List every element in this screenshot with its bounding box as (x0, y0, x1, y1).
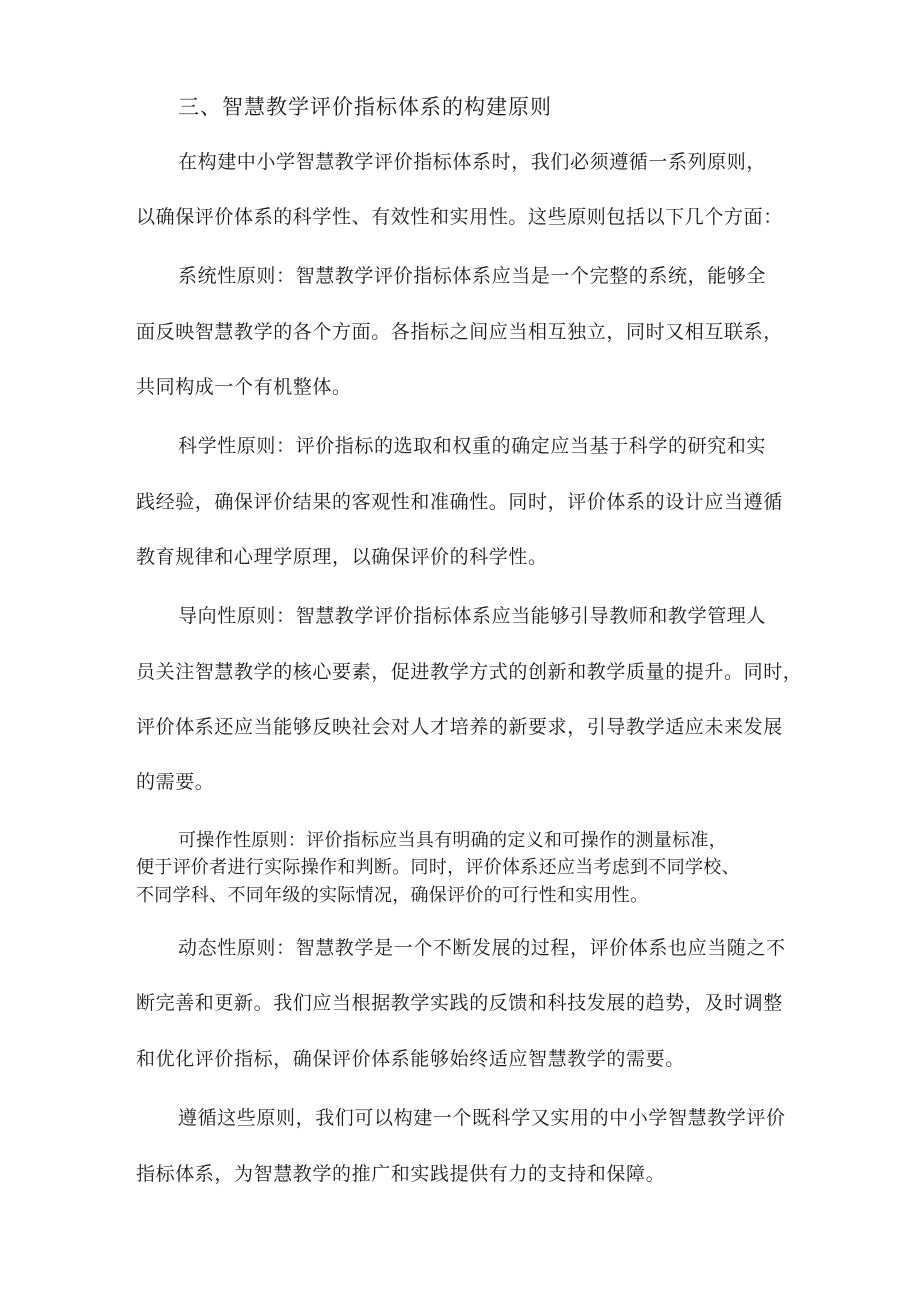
paragraph-line: 的需要。 (136, 771, 215, 793)
paragraph-line: 员关注智慧教学的核心要素，促进教学方式的创新和教学质量的提升。同时， (136, 661, 803, 683)
paragraph-line: 和优化评价指标，确保评价体系能够始终适应智慧教学的需要。 (136, 1048, 685, 1070)
paragraph-line: 科学性原则：评价指标的选取和权重的确定应当基于科学的研究和实 (178, 435, 767, 457)
paragraph-line: 面反映智慧教学的各个方面。各指标之间应当相互独立，同时又相互联系， (136, 321, 783, 343)
paragraph-line: 系统性原则：智慧教学评价指标体系应当是一个完整的系统，能够全 (178, 265, 767, 287)
paragraph-line: 便于评价者进行实际操作和判断。同时，评价体系还应当考虑到不同学校、 (136, 857, 740, 878)
paragraph-line: 不同学科、不同年级的实际情况，确保评价的可行性和实用性。 (136, 885, 649, 906)
section-heading: 三、智慧教学评价指标体系的构建原则 (178, 95, 552, 119)
paragraph-line: 共同构成一个有机整体。 (136, 376, 352, 398)
paragraph-line: 动态性原则：智慧教学是一个不断发展的过程，评价体系也应当随之不 (178, 937, 786, 959)
paragraph-line: 可操作性原则：评价指标应当具有明确的定义和可操作的测量标准， (178, 830, 727, 851)
paragraph-line: 指标体系，为智慧教学的推广和实践提供有力的支持和保障。 (136, 1163, 666, 1185)
paragraph-line: 教育规律和心理学原理，以确保评价的科学性。 (136, 546, 548, 568)
paragraph-line: 以确保评价体系的科学性、有效性和实用性。这些原则包括以下几个方面： (136, 206, 783, 228)
paragraph-line: 践经验，确保评价结果的客观性和准确性。同时，评价体系的设计应当遵循 (136, 491, 783, 513)
paragraph-line: 在构建中小学智慧教学评价指标体系时，我们必须遵循一系列原则， (178, 151, 767, 173)
paragraph-line: 断完善和更新。我们应当根据教学实践的反馈和科技发展的趋势，及时调整 (136, 992, 783, 1014)
paragraph-line: 遵循这些原则，我们可以构建一个既科学又实用的中小学智慧教学评价 (178, 1107, 786, 1129)
paragraph-line: 导向性原则：智慧教学评价指标体系应当能够引导教师和教学管理人 (178, 605, 767, 627)
paragraph-line: 评价体系还应当能够反映社会对人才培养的新要求，引导教学适应未来发展 (136, 716, 783, 738)
